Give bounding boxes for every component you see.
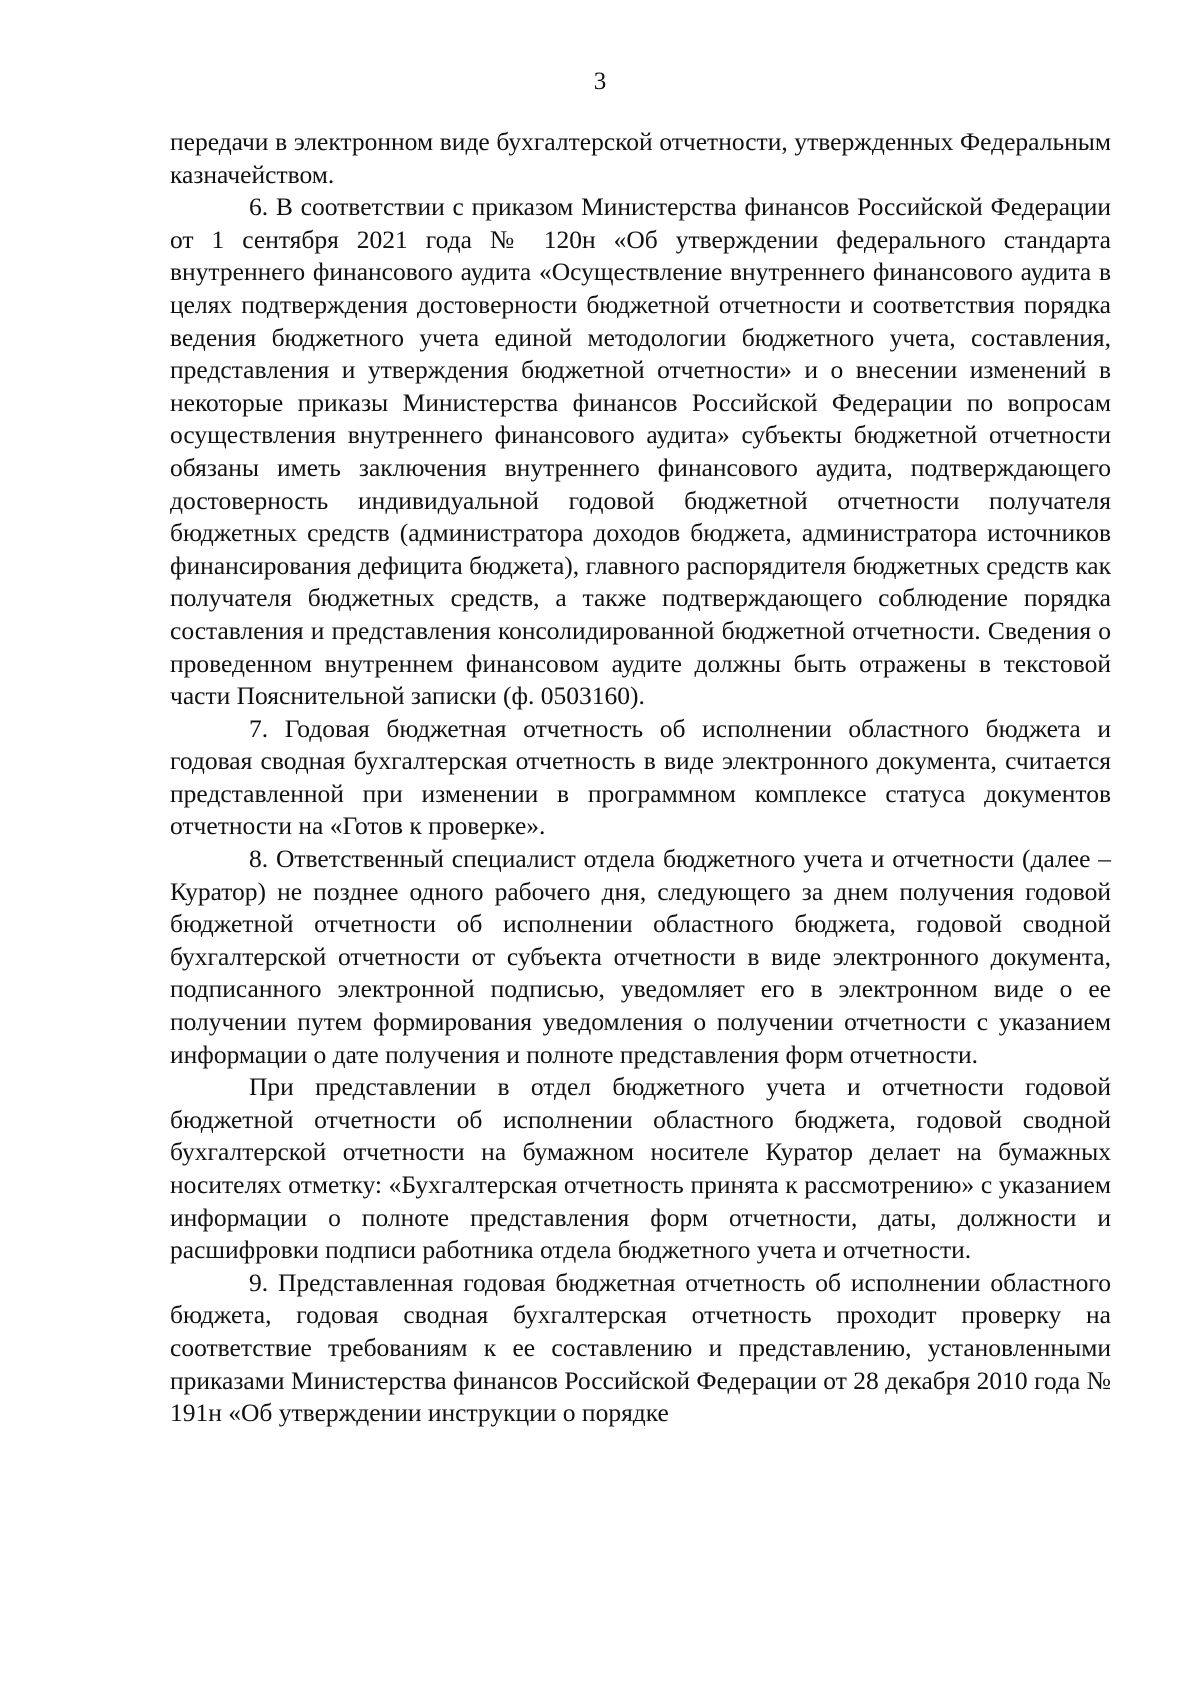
document-body [170, 126, 1111, 1430]
paragraph-continuation: передачи в электронном виде бухгалтерской отчетности, утвержденных Федеральным казначейством. [170, 127, 1111, 189]
paragraph-item-8: 8. Ответственный специалист отдела бюджетного учета и отчетности (далее – Куратор) не позднее одного рабочего дня, следующего за днем получения годовой бюджетной отчетности об исполнении областного бюджета, годовой сводной бухгалтерской отчетности от субъекта отчетности в виде электронного документа, подписанного электронной подписью, уведомляет его в электронном виде о ее получении путем формирования уведомления о получении отчетности с указанием информации о дате получения и полноте представления форм отчетности. [170, 844, 1111, 1069]
paragraph-item-7: 7. Годовая бюджетная отчетность об исполнении областного бюджета и годовая сводная бухгалтерская отчетность в виде электронного документа, считается представленной при изменении в программном комплексе статуса документов отчетности на «Готов к проверке». [170, 713, 1111, 841]
paragraph-item-9: 9. Представленная годовая бюджетная отчетность об исполнении областного бюджета, годовая сводная бухгалтерская отчетность проходит проверку на соответствие требованиям к ее составлению и представлению, установленными приказами Министерства финансов Российской Федерации от 28 декабря 2010 года № 191н «Об утверждении инструкции о порядке [170, 1267, 1111, 1428]
page-number: 3 [593, 68, 607, 95]
paragraph-item-6: 6. В соответствии с приказом Министерства финансов Российской Федерации от 1 сентября 2021 года № 120н «Об утверждении федерального стандарта внутреннего финансового аудита «Осуществление внутреннего финансового аудита в целях подтверждения достоверности бюджетной отчетности и соответствия порядка ведения бюджетного учета единой методологии бюджетного учета, составления, представления и утверждения бюджетной отчетности» и о внесении изменений в некоторые приказы Министерства финансов Российской Федерации по вопросам осуществления внутреннего финансового аудита» субъекты бюджетной отчетности обязаны иметь заключения внутреннего финансового аудита, подтверждающего достоверность индивидуальной годовой бюджетной отчетности получателя бюджетных средств (администратора доходов бюджета, администратора источников финансирования дефицита бюджета), главного распорядителя бюджетных средств как получателя бюджетных средств, а также подтверждающего соблюдение порядка составления и представления консолидированной бюджетной отчетности. Сведения о проведенном внутреннем финансовом аудите должны быть отражены в текстовой части Пояснительной записки (ф. 0503160). [170, 192, 1111, 711]
paragraph-curator-paper: При представлении в отдел бюджетного учета и отчетности годовой бюджетной отчетности об исполнении областного бюджета, годовой сводной бухгалтерской отчетности на бумажном носителе Куратор делает на бумажных носителях отметку: «Бухгалтерская отчетность принята к рассмотрению» с указанием информации о полноте представления форм отчетности, даты, должности и расшифровки подписи работника отдела бюджетного учета и отчетности. [170, 1072, 1111, 1265]
